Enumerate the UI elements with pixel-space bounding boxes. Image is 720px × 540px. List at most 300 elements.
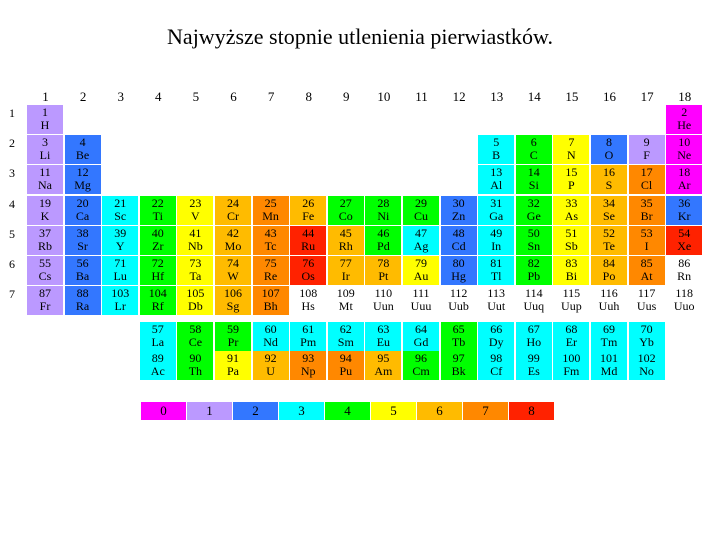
element-symbol: Np (300, 364, 316, 378)
element-symbol: Sg (226, 299, 240, 314)
element-cell (365, 196, 401, 225)
element-cell (516, 196, 552, 225)
atomic-number: 11 (39, 165, 51, 180)
atomic-number: 95 (377, 351, 390, 365)
element-symbol: Cs (38, 269, 52, 283)
atomic-number: 68 (565, 322, 578, 336)
period-label: 7 (9, 287, 15, 302)
element-cell (177, 351, 213, 380)
group-header: 6 (230, 89, 237, 104)
element-cell (478, 135, 514, 164)
element-cell (290, 286, 326, 315)
element-cell (516, 226, 552, 255)
element-cell (65, 256, 101, 285)
element-symbol: Au (413, 269, 429, 283)
element-cell (403, 256, 439, 285)
atomic-number: 93 (302, 351, 315, 365)
period-label: 2 (9, 136, 15, 151)
atomic-number: 89 (151, 351, 164, 365)
atomic-number: 3 (42, 135, 48, 150)
element-symbol: Lu (113, 269, 127, 283)
element-cell (629, 351, 665, 380)
element-cell (215, 351, 251, 380)
atomic-number: 67 (527, 322, 540, 336)
legend-item-4: 4 (325, 402, 370, 420)
atomic-number: 100 (562, 351, 581, 365)
element-cell (328, 196, 364, 225)
element-cell (629, 286, 665, 315)
atomic-number: 73 (189, 256, 202, 270)
atomic-number: 81 (490, 256, 503, 270)
element-symbol: Mt (338, 299, 353, 314)
element-symbol: Bi (565, 269, 578, 283)
atomic-number: 77 (339, 256, 352, 270)
atomic-number: 39 (114, 225, 127, 240)
element-cell (478, 196, 514, 225)
atomic-number: 84 (603, 256, 615, 270)
atomic-number: 35 (640, 195, 653, 210)
element-cell (553, 351, 589, 380)
atomic-number: 51 (565, 225, 578, 240)
element-cell (102, 226, 138, 255)
element-cell (328, 286, 364, 315)
element-symbol: Pd (377, 238, 390, 253)
atomic-number: 17 (640, 165, 653, 180)
element-cell (253, 196, 289, 225)
element-symbol: Si (528, 178, 539, 193)
element-cell (591, 256, 627, 285)
atomic-number: 80 (452, 256, 465, 270)
element-symbol: Ac (150, 364, 165, 378)
element-cell (441, 351, 477, 380)
atomic-number: 91 (227, 351, 239, 365)
element-cell (516, 256, 552, 285)
atomic-number: 115 (562, 286, 581, 301)
group-header: 10 (377, 89, 391, 104)
element-symbol: Xe (677, 238, 692, 253)
group-header: 11 (415, 89, 428, 104)
element-symbol: La (151, 335, 165, 349)
element-cell (27, 256, 63, 285)
element-symbol: Mg (74, 178, 91, 193)
atomic-number: 94 (339, 351, 352, 365)
atomic-number: 27 (339, 195, 352, 210)
atomic-number: 40 (151, 225, 164, 240)
atomic-number: 6 (530, 135, 537, 150)
atomic-number: 31 (490, 195, 503, 210)
element-cell (441, 226, 477, 255)
element-symbol: Ir (341, 269, 350, 283)
atomic-number: 33 (565, 195, 578, 210)
element-symbol: Bh (263, 299, 278, 314)
element-symbol: Kr (677, 208, 691, 223)
element-cell (516, 351, 552, 380)
atomic-number: 78 (377, 256, 390, 270)
element-cell (629, 322, 665, 351)
page-title: Najwyższe stopnie utlenienia pierwiastków. (167, 24, 553, 49)
atomic-number: 110 (374, 286, 393, 301)
atomic-number: 62 (339, 322, 352, 336)
element-symbol: In (491, 238, 502, 253)
element-cell (591, 226, 627, 255)
element-cell (140, 322, 176, 351)
element-cell (553, 135, 589, 164)
element-symbol: Fr (39, 299, 51, 314)
element-cell (140, 226, 176, 255)
element-cell (403, 286, 439, 315)
element-symbol: Rb (37, 238, 52, 253)
element-cell (253, 226, 289, 255)
group-header: 3 (117, 89, 124, 104)
element-symbol: S (605, 178, 613, 193)
element-cell (365, 322, 401, 351)
element-cell (65, 226, 101, 255)
atomic-number: 4 (79, 135, 86, 150)
period-label: 3 (9, 166, 15, 181)
legend-item-1: 1 (187, 402, 232, 420)
element-symbol: Mo (224, 238, 242, 253)
period-label: 1 (9, 106, 15, 120)
element-symbol: Pb (527, 269, 541, 283)
atomic-number: 58 (189, 322, 202, 336)
element-cell (591, 196, 627, 225)
element-symbol: Ga (489, 208, 504, 223)
atomic-number: 41 (189, 225, 202, 240)
element-cell (177, 322, 213, 351)
element-symbol: Uuh (598, 299, 620, 314)
element-cell (478, 322, 514, 351)
element-cell (177, 256, 213, 285)
atomic-number: 98 (490, 351, 503, 365)
atomic-number: 60 (264, 322, 277, 336)
atomic-number: 19 (39, 195, 51, 210)
element-cell (478, 165, 514, 194)
legend-item-0: 0 (141, 402, 186, 420)
atomic-number: 101 (600, 351, 618, 365)
element-symbol: Rf (151, 299, 164, 314)
atomic-number: 16 (603, 165, 615, 180)
element-cell (27, 165, 63, 194)
element-cell (215, 286, 251, 315)
element-cell (666, 196, 702, 225)
element-symbol: Dy (488, 335, 504, 349)
element-symbol: Cm (412, 364, 430, 378)
element-cell (140, 256, 176, 285)
element-cell (177, 196, 213, 225)
element-cell (102, 196, 138, 225)
atomic-number: 45 (339, 225, 352, 240)
element-cell (516, 286, 552, 315)
atomic-number: 13 (490, 165, 503, 180)
element-symbol: Fe (302, 208, 315, 223)
element-cell (666, 105, 702, 134)
element-cell (253, 351, 289, 380)
atomic-number: 59 (227, 322, 239, 336)
element-symbol: Nd (263, 335, 278, 349)
element-symbol: Be (75, 148, 90, 163)
element-symbol: Hg (451, 269, 466, 283)
element-symbol: Gd (413, 335, 429, 349)
group-header: 12 (452, 89, 466, 104)
atomic-number: 102 (637, 351, 656, 365)
element-symbol: Mn (262, 208, 279, 223)
atomic-number: 97 (452, 351, 465, 365)
element-symbol: O (604, 148, 614, 163)
atomic-number: 32 (527, 195, 540, 210)
element-cell (403, 322, 439, 351)
atomic-number: 99 (527, 351, 540, 365)
element-symbol: Nb (188, 238, 203, 253)
element-cell (27, 135, 63, 164)
element-symbol: C (529, 148, 538, 163)
legend-item-6: 6 (417, 402, 462, 420)
element-symbol: Y (115, 238, 125, 253)
element-symbol: Md (600, 364, 618, 378)
period-label: 5 (9, 226, 15, 241)
atomic-number: 65 (452, 322, 465, 336)
atomic-number: 36 (678, 195, 691, 210)
element-symbol: Pr (227, 335, 239, 349)
atomic-number: 29 (415, 195, 427, 210)
element-symbol: Na (38, 178, 52, 193)
element-symbol: Ag (413, 238, 429, 253)
element-cell (328, 322, 364, 351)
element-cell (177, 226, 213, 255)
atomic-number: 82 (527, 256, 540, 270)
atomic-number: 111 (412, 286, 430, 301)
element-symbol: Uup (561, 299, 582, 314)
atomic-number: 66 (490, 322, 503, 336)
element-symbol: U (266, 364, 275, 378)
atomic-number: 71 (114, 256, 127, 270)
element-symbol: Er (565, 335, 578, 349)
atomic-number: 70 (640, 322, 653, 336)
element-symbol: Sr (77, 238, 88, 253)
element-cell (253, 322, 289, 351)
legend-item-8: 8 (509, 402, 554, 420)
element-cell (591, 351, 627, 380)
element-symbol: Cd (451, 238, 466, 253)
element-cell (215, 322, 251, 351)
element-symbol: Uuu (410, 299, 432, 314)
element-cell (27, 196, 63, 225)
element-cell (441, 256, 477, 285)
group-header: 15 (565, 89, 579, 104)
element-symbol: N (567, 148, 576, 163)
element-cell (629, 135, 665, 164)
atomic-number: 83 (565, 256, 578, 270)
atomic-number: 26 (302, 195, 315, 210)
atomic-number: 87 (39, 286, 51, 301)
atomic-number: 90 (189, 351, 202, 365)
element-cell (441, 322, 477, 351)
element-symbol: Uut (487, 299, 506, 314)
element-symbol: Tl (490, 269, 502, 283)
element-symbol: Ni (377, 208, 390, 223)
element-symbol: Tb (451, 335, 466, 349)
element-symbol: As (564, 208, 579, 223)
element-cell (666, 165, 702, 194)
element-cell (365, 226, 401, 255)
element-cell (629, 165, 665, 194)
element-cell (140, 196, 176, 225)
element-symbol: Re (263, 269, 278, 283)
atomic-number: 104 (148, 286, 167, 301)
element-cell (553, 226, 589, 255)
atomic-number: 69 (603, 322, 615, 336)
element-cell (403, 196, 439, 225)
atomic-number: 112 (449, 286, 468, 301)
atomic-number: 5 (493, 135, 500, 150)
group-header: 16 (603, 89, 616, 104)
element-cell (290, 196, 326, 225)
group-header: 4 (155, 89, 162, 104)
atomic-number: 8 (606, 135, 612, 150)
element-cell (328, 226, 364, 255)
element-cell (591, 322, 627, 351)
element-cell (478, 256, 514, 285)
element-cell (516, 322, 552, 351)
element-symbol: Tm (600, 335, 618, 349)
element-cell (553, 256, 589, 285)
atomic-number: 108 (299, 286, 318, 301)
atomic-number: 43 (264, 225, 277, 240)
atomic-number: 113 (487, 286, 505, 301)
element-cell (102, 256, 138, 285)
atomic-number: 103 (111, 286, 130, 301)
element-symbol: Rn (677, 269, 692, 283)
group-header: 17 (640, 89, 654, 104)
period-label: 4 (9, 196, 15, 211)
atomic-number: 44 (302, 225, 315, 240)
element-symbol: V (191, 208, 200, 223)
element-cell (65, 286, 101, 315)
atomic-number: 7 (568, 135, 575, 150)
atomic-number: 105 (186, 286, 205, 301)
group-header: 18 (678, 89, 692, 104)
element-symbol: He (677, 118, 692, 132)
atomic-number: 96 (415, 351, 427, 365)
element-cell (666, 286, 702, 315)
atomic-number: 117 (637, 286, 656, 301)
atomic-number: 92 (264, 351, 277, 365)
atomic-number: 52 (603, 225, 615, 240)
element-cell (403, 351, 439, 380)
element-symbol: Pm (300, 335, 317, 349)
element-symbol: Pa (227, 364, 239, 378)
element-cell (591, 165, 627, 194)
element-cell (65, 165, 101, 194)
element-symbol: Os (301, 269, 315, 283)
element-symbol: Ta (189, 269, 202, 283)
element-cell (553, 322, 589, 351)
element-symbol: P (568, 178, 575, 193)
element-symbol: Hf (151, 269, 165, 283)
group-header: 14 (527, 89, 541, 104)
atomic-number: 46 (377, 225, 390, 240)
atomic-number: 88 (76, 286, 89, 301)
atomic-number: 53 (640, 225, 653, 240)
element-cell (27, 105, 63, 134)
atomic-number: 9 (643, 135, 650, 150)
element-cell (403, 226, 439, 255)
element-cell (478, 286, 514, 315)
legend-item-2: 2 (233, 402, 278, 420)
atomic-number: 25 (264, 195, 277, 210)
element-symbol: F (643, 148, 650, 163)
element-cell (102, 286, 138, 315)
element-cell (365, 351, 401, 380)
atomic-number: 107 (261, 286, 280, 301)
element-cell (666, 226, 702, 255)
element-cell (441, 286, 477, 315)
element-cell (666, 256, 702, 285)
element-cell (591, 286, 627, 315)
element-symbol: Ca (75, 208, 90, 223)
atomic-number: 2 (681, 105, 688, 119)
atomic-number: 106 (224, 286, 242, 301)
element-cell (441, 196, 477, 225)
element-cell (328, 351, 364, 380)
element-symbol: Uun (373, 299, 394, 314)
element-symbol: Db (188, 299, 203, 314)
element-cell (215, 196, 251, 225)
element-symbol: W (227, 269, 239, 283)
element-symbol: B (492, 148, 501, 163)
atomic-number: 54 (678, 225, 691, 240)
element-cell (553, 196, 589, 225)
element-symbol: Zr (152, 238, 164, 253)
element-cell (215, 226, 251, 255)
atomic-number: 50 (527, 225, 540, 240)
atomic-number: 76 (302, 256, 315, 270)
element-symbol: At (640, 269, 653, 283)
element-symbol: Se (603, 208, 615, 223)
element-symbol: Sn (527, 238, 541, 253)
element-symbol: No (639, 364, 654, 378)
element-cell (629, 256, 665, 285)
element-symbol: H (40, 118, 50, 132)
element-symbol: Uuq (523, 299, 545, 314)
group-header: 7 (267, 89, 275, 104)
element-symbol: Ne (677, 148, 692, 163)
atomic-number: 28 (377, 195, 390, 210)
atomic-number: 118 (675, 286, 693, 301)
group-header: 13 (490, 89, 504, 104)
atomic-number: 47 (415, 225, 427, 240)
atomic-number: 63 (377, 322, 390, 336)
atomic-number: 61 (302, 322, 315, 336)
atomic-number: 42 (227, 225, 239, 240)
atomic-number: 79 (415, 256, 427, 270)
group-header: 1 (42, 89, 49, 104)
element-symbol: Sb (565, 238, 578, 253)
element-symbol: Co (338, 208, 353, 223)
atomic-number: 23 (189, 195, 202, 210)
atomic-number: 85 (640, 256, 653, 270)
element-symbol: Eu (376, 335, 391, 349)
element-cell (253, 286, 289, 315)
element-cell (629, 196, 665, 225)
element-cell (478, 351, 514, 380)
element-symbol: K (40, 208, 50, 223)
atomic-number: 30 (452, 195, 465, 210)
element-symbol: Th (188, 364, 203, 378)
element-symbol: Uub (448, 299, 469, 314)
atomic-number: 10 (678, 135, 691, 150)
element-symbol: Po (602, 269, 616, 283)
atomic-number: 49 (490, 225, 503, 240)
